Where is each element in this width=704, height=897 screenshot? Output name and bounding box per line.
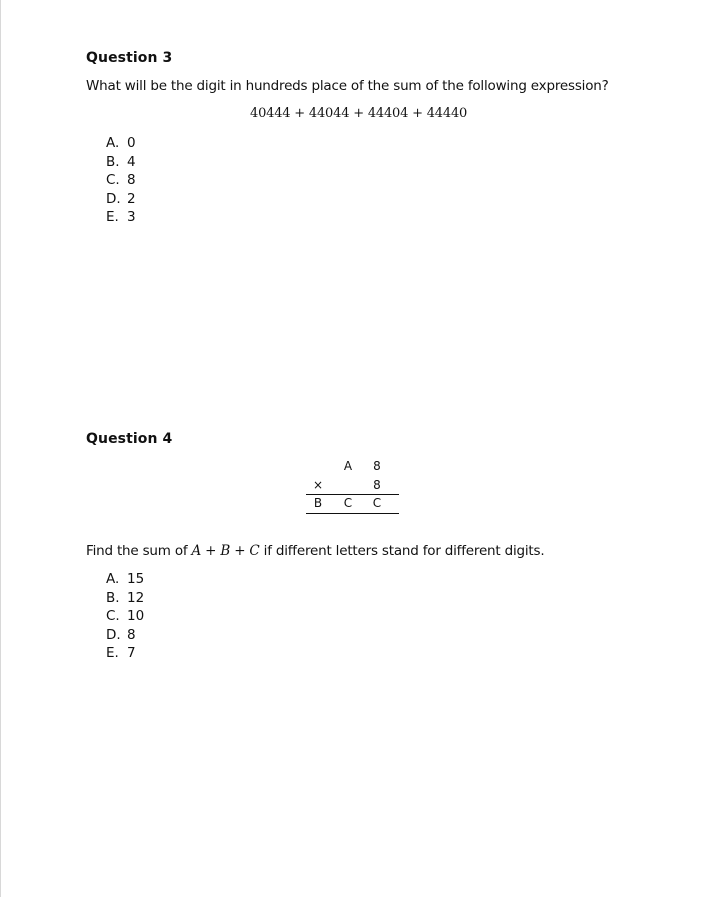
option-letter: A. [106, 571, 120, 587]
option-value: 2 [127, 190, 136, 207]
option-b[interactable] [106, 589, 144, 608]
option-letter: D. [106, 626, 121, 643]
option-value: 8 [127, 626, 136, 643]
question-3-options [106, 134, 136, 227]
option-letter: C. [106, 608, 120, 624]
digit-a: A [343, 459, 353, 473]
question-3-title: Question 3 [86, 50, 173, 66]
option-value: 7 [127, 645, 136, 661]
option-c[interactable] [106, 171, 136, 190]
option-value: 0 [127, 135, 136, 151]
option-value: 10 [127, 608, 145, 624]
question-4-math-expression: A + B + C [191, 543, 260, 559]
question-4-text-suffix: if different letters stand for different digits. [259, 543, 545, 559]
question-3-expression: 40444 + 44044 + 44404 + 44440 [250, 106, 468, 121]
option-a[interactable] [106, 134, 136, 153]
option-value: 12 [127, 589, 145, 606]
option-d[interactable] [106, 626, 144, 645]
option-letter: C. [106, 172, 120, 188]
option-letter: A. [106, 135, 120, 151]
digit-b: B [313, 496, 323, 510]
option-c[interactable] [106, 607, 144, 626]
option-e[interactable] [106, 644, 144, 663]
question-4-text-prefix: Find the sum of [86, 543, 192, 559]
option-letter: B. [106, 153, 120, 170]
digit-8-top: 8 [373, 459, 381, 473]
option-value: 3 [127, 209, 136, 225]
digit-c-tens: C [343, 496, 353, 510]
digit-c-units: C [372, 496, 382, 510]
option-letter: B. [106, 589, 120, 606]
option-e[interactable] [106, 208, 136, 227]
page-left-border [0, 0, 1, 897]
question-3-text: What will be the digit in hundreds place of the sum of the following expression? [86, 78, 609, 94]
option-d[interactable] [106, 190, 136, 209]
option-value: 8 [127, 172, 136, 188]
option-value: 15 [127, 571, 145, 587]
bottom-rule-line [306, 513, 399, 514]
question-4-options [106, 570, 144, 663]
option-value: 4 [127, 153, 136, 170]
option-a[interactable] [106, 570, 144, 589]
times-sign: × [312, 478, 324, 492]
option-letter: E. [106, 209, 119, 225]
digit-8-multiplier: 8 [373, 478, 381, 492]
multiplication-puzzle [306, 457, 399, 515]
question-4-title: Question 4 [86, 431, 173, 447]
question-4-text [86, 543, 544, 559]
option-b[interactable] [106, 153, 136, 172]
option-letter: D. [106, 190, 121, 207]
option-letter: E. [106, 645, 119, 661]
